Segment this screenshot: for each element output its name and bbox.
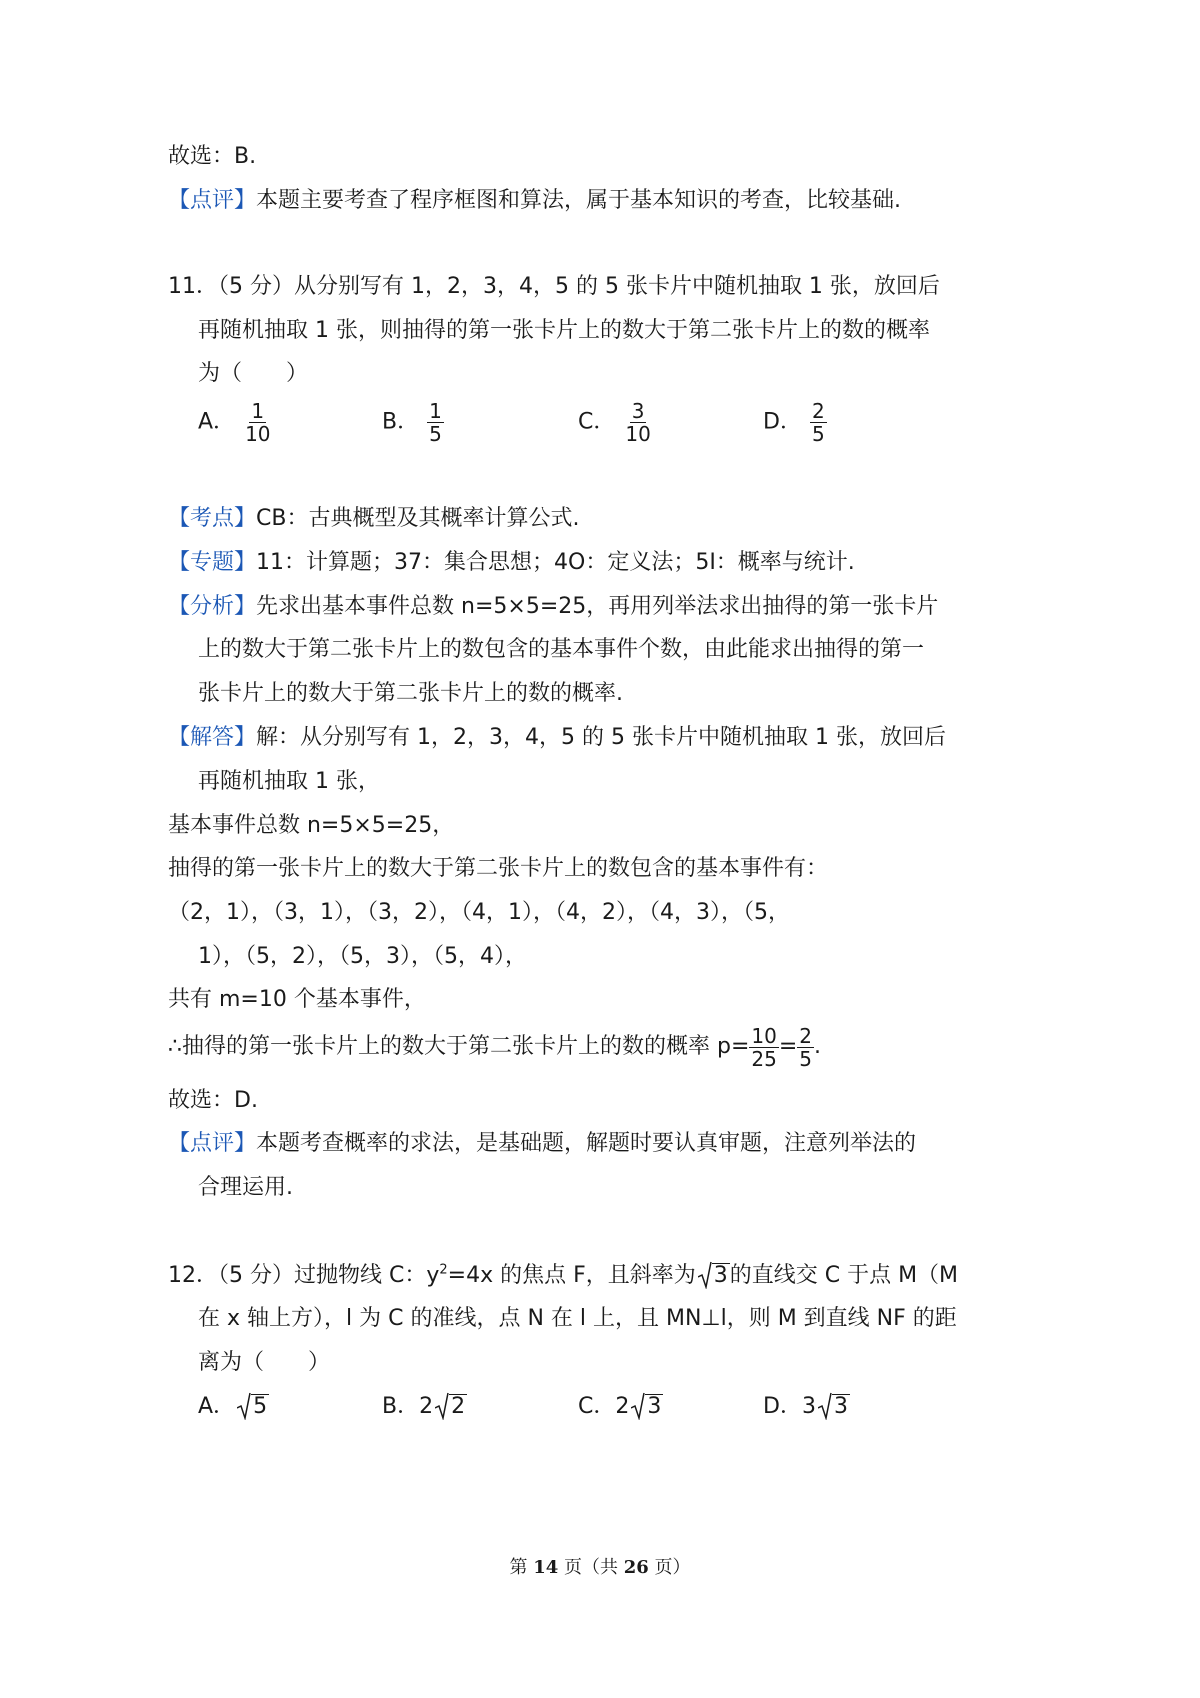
solution-step2: 抽得的第一张卡片上的数大于第二张卡片上的数包含的基本事件有： — [168, 856, 829, 881]
option-label: B． — [382, 1394, 420, 1419]
review-tag: 【点评】 — [168, 188, 257, 213]
fraction-numerator: 10 — [751, 1023, 777, 1048]
equals-sign: = — [778, 1034, 798, 1059]
kaodian-tag: 【考点】 — [168, 506, 257, 531]
q12-option-b — [382, 1392, 467, 1422]
q11-option-b — [382, 400, 444, 445]
fraction-numerator: 1 — [429, 399, 442, 423]
q11-stem-line2: 再随机抽取 1 张，则抽得的第一张卡片上的数大于第二张卡片上的数的概率 — [198, 318, 930, 343]
pingjia-line2: 合理运用. — [198, 1175, 293, 1200]
zhuanti-line — [168, 548, 855, 578]
fenxi-line2: 上的数大于第二张卡片上的数包含的基本事件个数，由此能求出抽得的第一 — [198, 637, 925, 662]
fraction-numerator: 2 — [811, 399, 825, 423]
radicand: 3 — [647, 1394, 662, 1419]
q11-option-d — [763, 400, 827, 445]
solution-step5: 共有 m=10 个基本事件， — [168, 987, 426, 1012]
jieda-line2: 再随机抽取 1 张， — [198, 769, 380, 794]
option-label: C． — [578, 409, 616, 435]
fraction-denominator: 25 — [751, 1046, 777, 1071]
period: . — [814, 1034, 822, 1059]
answer-line: 故选：B. — [168, 144, 257, 169]
solution-step3: （2，1），（3，1），（3，2），（4，1），（4，2），（4，3），（5， — [168, 900, 790, 925]
fraction-denominator: 10 — [625, 422, 651, 446]
solution-step4: 1），（5，2），（5，3），（5，4）， — [198, 944, 527, 969]
sqrt-symbol — [698, 1261, 730, 1291]
pingjia-tag: 【点评】 — [168, 1131, 257, 1156]
option-label: A． — [198, 1394, 236, 1419]
page-footer — [0, 1553, 1200, 1579]
option-fraction — [810, 400, 827, 445]
answer-line-2: 故选：D. — [168, 1088, 258, 1113]
option-fraction — [243, 400, 272, 445]
fraction-denominator: 5 — [811, 422, 825, 446]
radicand: 3 — [833, 1394, 848, 1419]
kaodian-text: CB：古典概型及其概率计算公式. — [256, 506, 580, 531]
q12-option-d — [763, 1392, 850, 1422]
footer-middle: 页（共 — [558, 1557, 624, 1578]
probability-fraction-1 — [749, 1025, 778, 1070]
review-text: 本题主要考查了程序框图和算法，属于基本知识的考查，比较基础. — [256, 188, 902, 213]
q12-stem-line1 — [168, 1261, 958, 1291]
footer-page-number: 14 — [533, 1557, 559, 1578]
fraction-numerator: 3 — [631, 399, 645, 423]
probability-text: ∴抽得的第一张卡片上的数大于第二张卡片上的数的概率 p= — [168, 1034, 750, 1059]
option-coefficient: 2 — [615, 1394, 630, 1419]
zhuanti-tag: 【专题】 — [168, 550, 257, 575]
zhuanti-text: 11：计算题；37：集合思想；4O：定义法；5I：概率与统计. — [256, 550, 855, 575]
option-fraction — [427, 400, 444, 445]
option-label: D． — [763, 1394, 802, 1419]
fraction-denominator: 10 — [245, 422, 271, 446]
sqrt-symbol — [237, 1392, 269, 1422]
radicand: 5 — [253, 1394, 268, 1419]
probability-fraction-2 — [797, 1025, 814, 1070]
radicand: 2 — [451, 1394, 466, 1419]
fraction-denominator: 5 — [799, 1046, 813, 1071]
fraction-numerator: 2 — [799, 1023, 813, 1048]
q12-stem-line3: 离为（ ） — [198, 1350, 331, 1375]
q12-option-a — [198, 1392, 269, 1422]
q11-option-c — [578, 400, 653, 445]
option-coefficient: 3 — [801, 1394, 816, 1419]
kaodian-line — [168, 504, 579, 534]
option-label: C． — [578, 1394, 616, 1419]
fenxi-tag: 【分析】 — [168, 594, 257, 619]
solution-step1: 基本事件总数 n=5×5=25， — [168, 813, 455, 838]
jieda-tag: 【解答】 — [168, 725, 257, 750]
option-coefficient: 2 — [419, 1394, 434, 1419]
sqrt-symbol — [631, 1392, 663, 1422]
q12-stem-line2: 在 x 轴上方），l 为 C 的准线，点 N 在 l 上，且 MN⊥l，则 M 到直线 NF 的距 — [198, 1306, 957, 1331]
option-label: D． — [763, 409, 802, 435]
fenxi-line1 — [168, 592, 938, 622]
fenxi-line3: 张卡片上的数大于第二张卡片上的数的概率. — [198, 681, 623, 706]
jieda-line1 — [168, 723, 946, 753]
sqrt-symbol — [818, 1392, 850, 1422]
solution-step6 — [168, 1022, 821, 1072]
footer-suffix: 页） — [648, 1557, 691, 1578]
sqrt-symbol — [435, 1392, 467, 1422]
q12-text-1: 12．（5 分）过抛物线 C：y — [168, 1263, 440, 1288]
pingjia-line1 — [168, 1129, 916, 1159]
q12-text-2: =4x 的焦点 F，且斜率为 — [447, 1263, 696, 1288]
footer-total-pages: 26 — [623, 1557, 649, 1578]
footer-prefix: 第 — [509, 1557, 534, 1578]
jieda-text: 解：从分别写有 1，2，3，4，5 的 5 张卡片中随机抽取 1 张，放回后 — [256, 725, 946, 750]
q12-superscript: 2 — [439, 1262, 448, 1278]
radicand: 3 — [713, 1263, 728, 1288]
fenxi-text: 先求出基本事件总数 n=5×5=25，再用列举法求出抽得的第一张卡片 — [256, 594, 939, 619]
q12-option-c — [578, 1392, 663, 1422]
option-label: B． — [382, 409, 420, 435]
q12-text-3: 的直线交 C 于点 M（M — [729, 1263, 959, 1288]
fraction-numerator: 1 — [251, 399, 265, 423]
pingjia-text: 本题考查概率的求法，是基础题，解题时要认真审题，注意列举法的 — [256, 1131, 917, 1156]
review-line — [168, 186, 901, 216]
q11-option-a — [198, 400, 273, 445]
fraction-denominator: 5 — [429, 422, 442, 446]
q11-stem-line1: 11．（5 分）从分别写有 1，2，3，4，5 的 5 张卡片中随机抽取 1 张，放回后 — [168, 274, 940, 299]
option-fraction — [623, 400, 652, 445]
q11-stem-line3: 为（ ） — [198, 361, 309, 386]
option-label: A． — [198, 409, 236, 435]
